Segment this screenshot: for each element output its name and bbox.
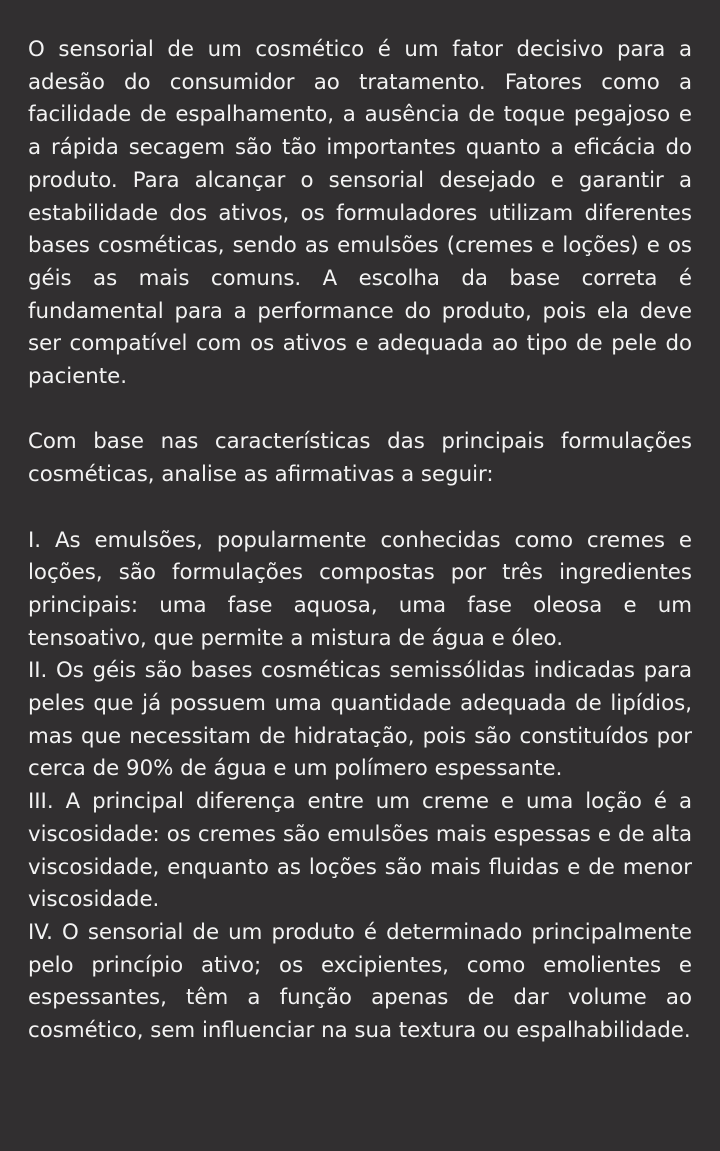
intro-paragraph: O sensorial de um cosmético é um fator decisivo para a adesão do consumidor ao tratamento. Fatores como a facilidade de espalhamento, a ausência de toque pegajoso e a rápida secagem são tão importantes quanto a eficácia do produto. Para alcançar o sensorial desejado e garantir a estabilidade dos ativos, os formuladores utilizam diferentes bases cosméticas, sendo as emulsões (cremes e loções) e os géis as mais comuns. A escolha da base correta é fundamental para a performance do produto, pois ela deve ser compatível com os ativos e adequada ao tipo de pele do paciente. [28, 37, 692, 390]
paragraph-spacer [28, 394, 692, 427]
statement-i: I. As emulsões, popularmente conhecidas como cremes e loções, são formulações compostas por três ingredientes principais: uma fase aquosa, uma fase oleosa e um tensoativo, que permite a mistura de água e óleo. [28, 527, 692, 651]
prompt-paragraph: Com base nas características das principais formulações cosméticas, analise as afirmativas a seguir: [28, 429, 692, 488]
statement-ii: II. Os géis são bases cosméticas semissólidas indicadas para peles que já possuem uma quantidade adequada de lipídios, mas que necessitam de hidratação, pois são constituídos por cerca de 90% de água e um polímero espessante. [28, 658, 692, 782]
statement-iii: III. A principal diferença entre um creme e uma loção é a viscosidade: os cremes são emulsões mais espessas e de alta viscosidade, enquanto as loções são mais fluidas e de menor viscosidade. [28, 789, 692, 913]
statement-iv: IV. O sensorial de um produto é determinado principalmente pelo princípio ativo; os excipientes, como emolientes e espessantes, têm a função apenas de dar volume ao cosmético, sem influenciar na sua textura ou espalhabilidade. [28, 919, 692, 1044]
paragraph-spacer [28, 492, 692, 525]
